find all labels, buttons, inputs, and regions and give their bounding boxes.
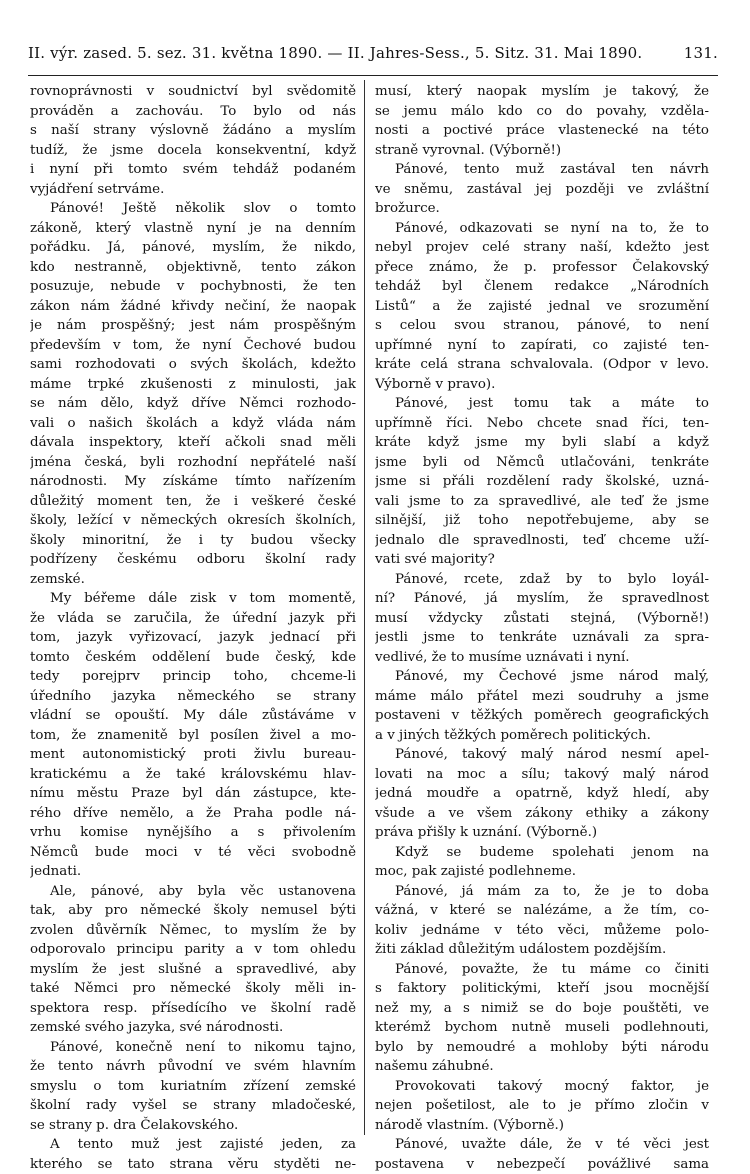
text-line: tak, aby pro německé školy nemusel býti (30, 901, 356, 921)
text-line: se jemu málo kdo co do povahy, vzděla- (375, 102, 709, 122)
text-line: i nyní při tomto svém tehdáž podaném (30, 160, 356, 180)
text-line: tehdáž byl členem redakce „Národních (375, 277, 709, 297)
text-line: zvolen důvěrník Němec, to myslím že by (30, 921, 356, 941)
text-line: důležitý moment ten, že i veškeré české (30, 492, 356, 512)
text-line: My béřeme dále zisk v tom momentě, (30, 589, 356, 609)
text-line: prováděn a zachováu. To bylo od nás (30, 102, 356, 122)
text-line: zákoně, který vlastně nyní je na denním (30, 219, 356, 239)
text-line: Pánové, rcete, zdaž by to bylo loyál- (375, 570, 709, 590)
text-line: spektora resp. přísedícího ve školní radě (30, 999, 356, 1019)
text-line: Pánové, odkazovati se nyní na to, že to (375, 219, 709, 239)
text-line: silnější, již toho nepotřebujeme, aby se (375, 511, 709, 531)
text-line: ment autonomistický proti živlu bureau- (30, 745, 356, 765)
header-session-info: II. výr. zased. 5. sez. 31. května 1890. — II. Jahres-Sess., 5. Sitz. 31. Mai 1890. (28, 44, 642, 62)
text-line: a v jiných těžkých poměrech politických. (375, 726, 709, 746)
text-line: upřímně říci. Nebo chcete snad říci, ten- (375, 414, 709, 434)
text-line: všude a ve všem zákony ethiky a zákony (375, 804, 709, 824)
text-line: Pánové! Ještě několik slov o tomto (30, 199, 356, 219)
text-line: smyslu o tom kuriatním zřízení zemské (30, 1077, 356, 1097)
text-line: posuzuje, nebude v pochybnosti, že ten (30, 277, 356, 297)
text-line: že tento návrh původní ve svém hlavním (30, 1057, 356, 1077)
text-line: tedy porejprv princip toho, chceme-li (30, 667, 356, 687)
text-line: národnosti. My získáme tímto nařízením (30, 472, 356, 492)
text-line: vážná, v které se nalézáme, a že tím, co- (375, 901, 709, 921)
text-line: Pánové, jest tomu tak a máte to (375, 394, 709, 414)
text-line: Ale, pánové, aby byla věc ustanovena (30, 882, 356, 902)
text-line: ní? Pánové, já myslím, že spravedlnost (375, 589, 709, 609)
text-line: musí vždycky zůstati stejná, (Výborně!) (375, 609, 709, 629)
text-line: Když se budeme spolehati jenom na (375, 843, 709, 863)
text-line: národě vlastním. (Výborně.) (375, 1116, 709, 1136)
text-line: také Němci pro německé školy měli in- (30, 979, 356, 999)
text-line: postavena v nebezpečí povážlivé sama (375, 1155, 709, 1174)
text-line: moc, pak zajisté podlehneme. (375, 862, 709, 882)
text-line: musí, který naopak myslím je takový, že (375, 82, 709, 102)
text-line: práva přišly k uznání. (Výborně.) (375, 823, 709, 843)
text-line: podřízeny českému odboru školní rady (30, 550, 356, 570)
text-line: ve sněmu, zastával jej později ve zvláštní (375, 180, 709, 200)
text-line: s faktory politickými, kteří jsou mocnější (375, 979, 709, 999)
text-line: upřímné nyní to zapírati, co zajisté ten- (375, 336, 709, 356)
text-line: Listů“ a že zajisté jednal ve srozumění (375, 297, 709, 317)
text-line: našemu záhubné. (375, 1057, 709, 1077)
text-line: nejen pošetilost, ale to je přímo zločin v (375, 1096, 709, 1116)
text-line: zemské svého jazyka, své národnosti. (30, 1018, 356, 1038)
text-line: brožurce. (375, 199, 709, 219)
column-divider (364, 80, 365, 1135)
text-line: se nám dělo, když dříve Němci rozhodo- (30, 394, 356, 414)
header-rule (28, 75, 718, 76)
text-line: Pánové, takový malý národ nesmí apel- (375, 745, 709, 765)
text-line: jednalo dle spravedlnosti, teď chceme uží- (375, 531, 709, 551)
text-line: kráte když jsme my byli slabí a když (375, 433, 709, 453)
text-line: nosti a poctivé práce vlastenecké na této (375, 121, 709, 141)
text-line: jedná moudře a opatrně, když hledí, aby (375, 784, 709, 804)
text-line: sami rozhodovati o svých školách, kdežto (30, 355, 356, 375)
text-line: jsme byli od Němců utlačováni, tenkráte (375, 453, 709, 473)
text-line: vati své majority? (375, 550, 709, 570)
left-column (30, 82, 356, 1174)
text-line: pořádku. Já, pánové, myslím, že nikdo, (30, 238, 356, 258)
text-line: tom, že znamenitě byl posílen živel a mo- (30, 726, 356, 746)
text-line: zákon nám žádné křivdy nečiní, že naopak (30, 297, 356, 317)
text-line: Pánové, my Čechové jsme národ malý, (375, 667, 709, 687)
text-line: straně vyrovnal. (Výborně!) (375, 141, 709, 161)
text-line: tudíž, že jsme docela konsekventní, když (30, 141, 356, 161)
text-line: nebyl projev celé strany naší, kdežto jest (375, 238, 709, 258)
text-line: úředního jazyka německého se strany (30, 687, 356, 707)
text-line: jsme si přáli rozdělení rady školské, uzná- (375, 472, 709, 492)
text-line: Pánové, uvažte dále, že v té věci jest (375, 1135, 709, 1155)
text-line: Němců bude moci v té věci svobodně (30, 843, 356, 863)
text-line: školy minoritní, že i ty budou všecky (30, 531, 356, 551)
text-line: že vláda se zaručila, že úřední jazyk při (30, 609, 356, 629)
text-line: kterého se tato strana věru styděti ne- (30, 1155, 356, 1174)
text-line: Pánové, tento muž zastával ten návrh (375, 160, 709, 180)
text-line: kterémž bychom nutně museli podlehnouti, (375, 1018, 709, 1038)
text-line: školní rady vyšel se strany mladočeské, (30, 1096, 356, 1116)
text-line: vedlivé, že to musíme uznávati i nyní. (375, 648, 709, 668)
text-line: rého dříve nemělo, a že Praha podle ná- (30, 804, 356, 824)
text-line: tom, jazyk vyřizovací, jazyk jednací při (30, 628, 356, 648)
text-line: máme málo přátel mezi soudruhy a jsme (375, 687, 709, 707)
text-line: rovnoprávnosti v soudnictví byl svědomitě (30, 82, 356, 102)
text-line: Pánové, konečně není to nikomu tajno, (30, 1038, 356, 1058)
text-line: je nám prospěšný; jest nám prospěšným (30, 316, 356, 336)
text-line: tomto českém oddělení bude český, kde (30, 648, 356, 668)
text-line: vládní se opouští. My dále zůstáváme v (30, 706, 356, 726)
text-line: myslím že jest slušné a spravedlivé, aby (30, 960, 356, 980)
page-number: 131. (684, 44, 718, 62)
text-line: lovati na moc a sílu; takový malý národ (375, 765, 709, 785)
text-line: bylo by nemoudré a mohloby býti národu (375, 1038, 709, 1058)
text-line: A tento muž jest zajisté jeden, za (30, 1135, 356, 1155)
text-line: máme trpké zkušenosti z minulosti, jak (30, 375, 356, 395)
text-line: Pánové, já mám za to, že je to doba (375, 882, 709, 902)
text-line: přece známo, že p. professor Čelakovský (375, 258, 709, 278)
text-line: jména česká, byli rozhodní nepřátelé naší (30, 453, 356, 473)
text-line: vali o našich školách a když vláda nám (30, 414, 356, 434)
text-line: jestli jsme to tenkráte uznávali za spra- (375, 628, 709, 648)
text-line: žiti základ důležitým událostem pozdějším. (375, 940, 709, 960)
text-line: zemské. (30, 570, 356, 590)
text-line: školy, ležící v německých okresích školních, (30, 511, 356, 531)
text-line: vrhu komise nynějšího a s přivolením (30, 823, 356, 843)
text-line: kdo nestranně, objektivně, tento zákon (30, 258, 356, 278)
text-line: jednati. (30, 862, 356, 882)
text-line: Provokovati takový mocný faktor, je (375, 1077, 709, 1097)
text-line: odporovalo principu parity a v tom ohledu (30, 940, 356, 960)
text-line: s celou svou stranou, pánové, to není (375, 316, 709, 336)
text-line: Výborně v pravo). (375, 375, 709, 395)
text-line: kráte celá strana schvalovala. (Odpor v levo. (375, 355, 709, 375)
text-line: nímu městu Praze byl dán zástupce, kte- (30, 784, 356, 804)
text-line: především v tom, že nyní Čechové budou (30, 336, 356, 356)
text-line: dávala inspektory, kteří ačkoli snad měli (30, 433, 356, 453)
running-header (28, 44, 718, 70)
text-line: vali jsme to za spravedlivé, ale teď že jsme (375, 492, 709, 512)
text-line: vyjádření setrváme. (30, 180, 356, 200)
text-line: koliv jednáme v této věci, můžeme polo- (375, 921, 709, 941)
text-line: postaveni v těžkých poměrech geografických (375, 706, 709, 726)
text-line: než my, a s nimiž se do boje pouštěti, ve (375, 999, 709, 1019)
text-line: s naší strany výslovně žádáno a myslím (30, 121, 356, 141)
text-line: Pánové, považte, že tu máme co činiti (375, 960, 709, 980)
text-line: se strany p. dra Čelakovského. (30, 1116, 356, 1136)
text-line: kratickému a že také královskému hlav- (30, 765, 356, 785)
right-column (375, 82, 709, 1174)
